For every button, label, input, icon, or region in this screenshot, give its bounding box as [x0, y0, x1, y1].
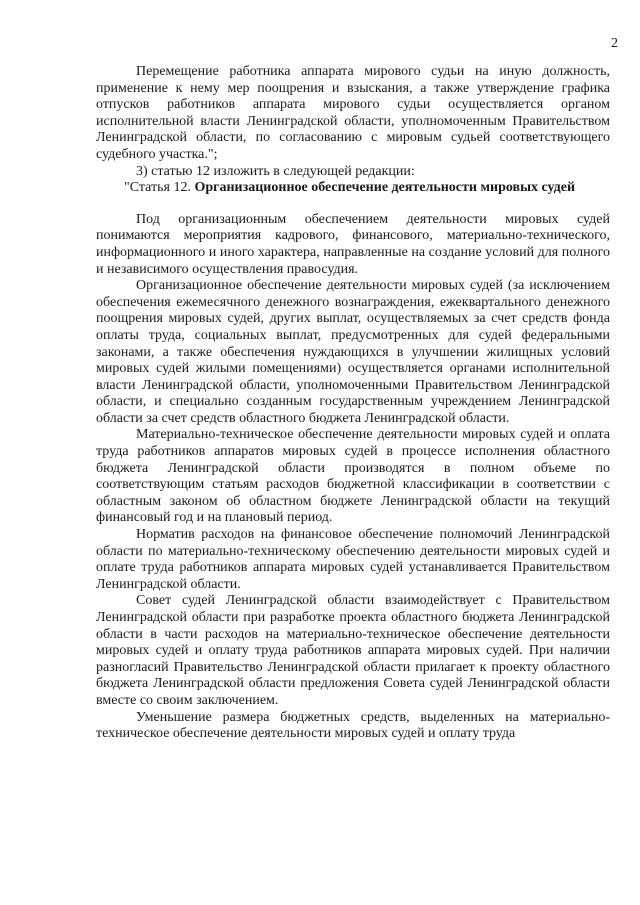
paragraph-8: Уменьшение размера бюджетных средств, выделенных на материально-техническое обеспечение деятельности мировых судей и оплату труда — [96, 709, 610, 742]
paragraph-2: 3) статью 12 изложить в следующей редакции: — [136, 163, 415, 179]
document-body — [96, 64, 610, 743]
paragraph-4: Организационное обеспечение деятельности мировых судей (за исключением обеспечения ежемесячного денежного вознаграждения, ежеквартального денежного поощрения мировых судей, других выплат, осуществляемых за счет средств фонда оплаты труда, социальных выплат, предусмотренных для судей федеральными законами, а также обеспечения нуждающихся в улучшении жилищных условий мировых судей жилыми помещениями) осуществляется органами исполнительной власти Ленинградской области, уполномоченными Правительством Ленинградской области, и специально созданным государственным учреждением Ленинградской области за счет средств областного бюджета Ленинградской области. — [96, 278, 610, 426]
paragraph-3: Под организационным обеспечением деятельности мировых судей понимаются мероприятия кадрового, финансового, материально-технического, информационного и иного характера, направленные на создание условий для полного и независимого осуществления правосудия. — [96, 211, 610, 277]
paragraph-5: Материально-техническое обеспечение деятельности мировых судей и оплата труда работников аппаратов мировых судей в процессе исполнения областного бюджета Ленинградской области производятся в полном объеме по соответствующим статьям расходов бюджетной классификации в соответствии с областным законом об областном бюджете Ленинградской области на текущий финансовый год и на плановый период. — [96, 427, 610, 526]
paragraph-7: Совет судей Ленинградской области взаимодействует с Правительством Ленинградской области при разработке проекта областного бюджета Ленинградской области в части расходов на материально-техническое обеспечение деятельности мировых судей и оплату труда работников аппарата мировых судей. При наличии разногласий Правительство Ленинградской области прилагает к проекту областного бюджета Ленинградской области предложения Совета судей Ленинградской области вместе со своим заключением. — [96, 593, 610, 708]
paragraph-1: Перемещение работника аппарата мирового судьи на иную должность, применение к нему мер поощрения и взыскания, а также утверждение графика отпусков работников аппарата мирового судьи осуществляется органом исполнительной власти Ленинградской области, уполномоченным Правительством Ленинградской области, по согласованию с мировым судьей соответствующего судебного участка."; — [96, 64, 610, 162]
article-heading — [96, 180, 610, 197]
paragraph-6: Норматив расходов на финансовое обеспечение полномочий Ленинградской области по материально-техническому обеспечению деятельности мировых судей и оплате труда работников аппарата мировых судей устанавливается Правительством Ленинградской области. — [96, 527, 610, 592]
article-heading-title: Организационное обеспечение деятельности мировых судей — [194, 180, 576, 196]
article-heading-prefix: "Статья 12. — [124, 180, 195, 196]
page-number: 2 — [611, 36, 618, 51]
